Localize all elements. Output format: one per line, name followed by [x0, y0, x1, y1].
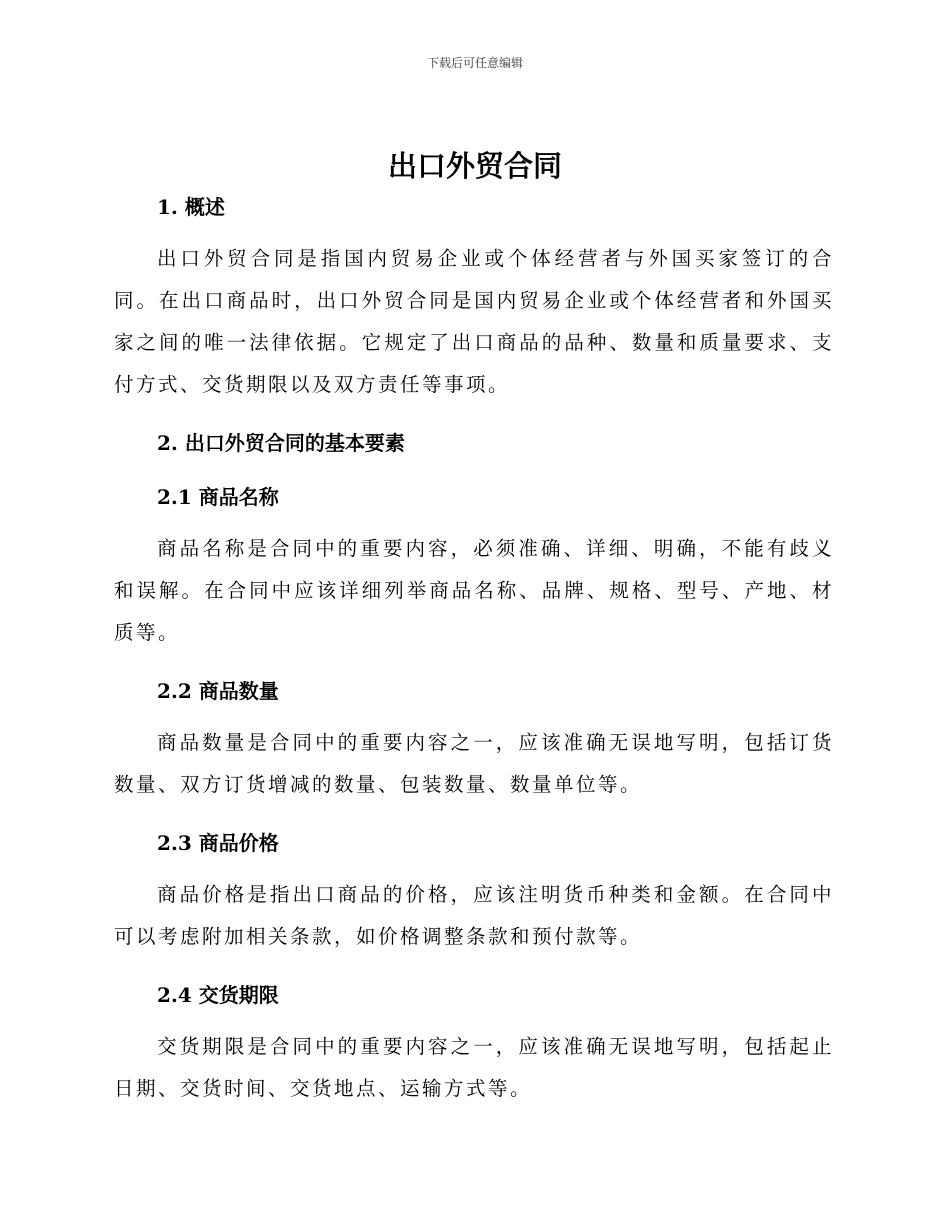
section-heading-price: 2.3 商品价格 [157, 831, 279, 855]
section-paragraph-price: 商品价格是指出口商品的价格，应该注明货币种类和金额。在合同中可以考虑附加相关条款，如价格调整条款和预付款等。 [114, 883, 834, 948]
section-heading-basic-elements: 2. 出口外贸合同的基本要素 [157, 431, 405, 455]
document-body [114, 190, 834, 1110]
section-paragraph-quantity: 商品数量是合同中的重要内容之一，应该准确无误地写明，包括订货数量、双方订货增减的数量、包装数量、数量单位等。 [114, 731, 834, 796]
section-heading-product-name: 2.1 商品名称 [157, 485, 279, 509]
page-header-note: 下载后可任意编辑 [426, 56, 523, 70]
section-heading-delivery: 2.4 交货期限 [157, 983, 279, 1007]
section-paragraph-overview: 出口外贸合同是指国内贸易企业或个体经营者与外国买家签订的合同。在出口商品时，出口外贸合同是国内贸易企业或个体经营者和外国买家之间的唯一法律依据。它规定了出口商品的品种、数量和质量要求、支付方式、交货期限以及双方责任等事项。 [114, 247, 834, 396]
document-title: 出口外贸合同 [387, 149, 562, 183]
section-heading-overview: 1. 概述 [157, 195, 225, 219]
section-paragraph-product-name: 商品名称是合同中的重要内容，必须准确、详细、明确，不能有歧义和误解。在合同中应该详细列举商品名称、品牌、规格、型号、产地、材质等。 [114, 537, 834, 644]
section-paragraph-delivery: 交货期限是合同中的重要内容之一，应该准确无误地写明，包括起止日期、交货时间、交货地点、运输方式等。 [114, 1035, 834, 1100]
section-heading-quantity: 2.2 商品数量 [157, 679, 279, 703]
